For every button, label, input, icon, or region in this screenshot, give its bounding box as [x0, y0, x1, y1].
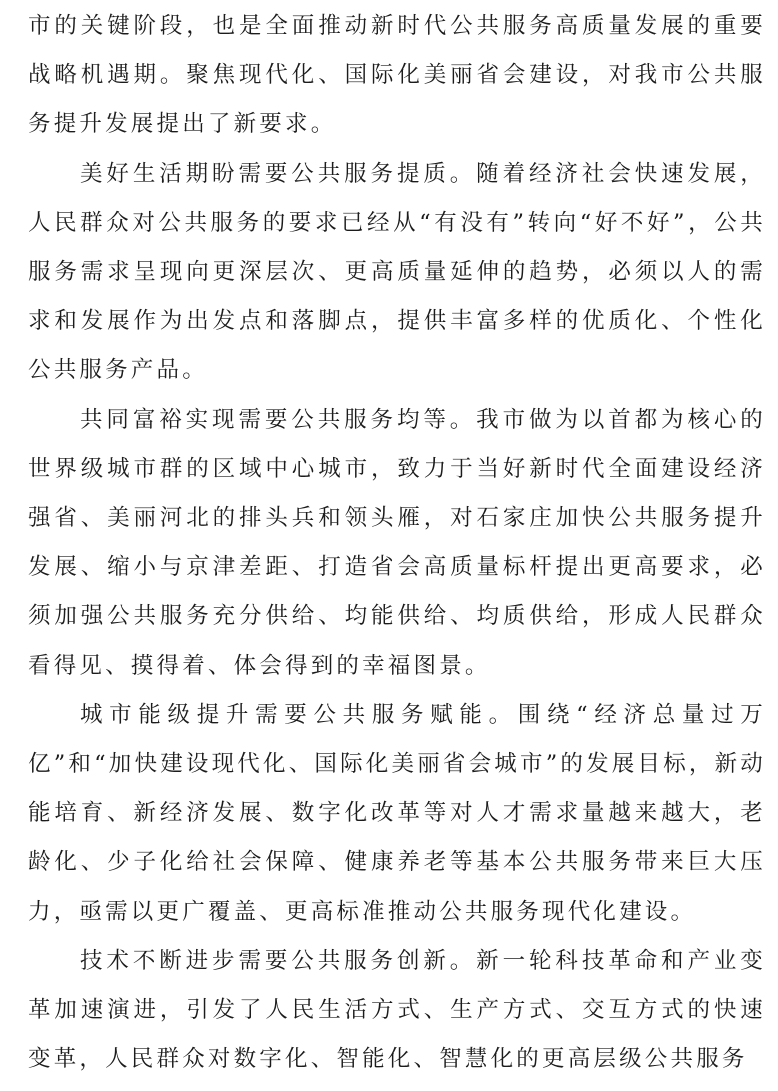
paragraph-technology-innovation: 技术不断进步需要公共服务创新。新一轮科技革命和产业变革加速演进，引发了人民生活方式、生产方式、交互方式的快速变革，人民群众对数字化、智能化、智慧化的更高层级公共服务 [28, 947, 766, 1073]
paragraph-strategic-opportunity: 市的关键阶段，也是全面推动新时代公共服务高质量发展的重要战略机遇期。聚焦现代化、国际化美丽省会建设，对我市公共服务提升发展提出了新要求。 [28, 13, 766, 138]
paragraph-city-capacity: 城市能级提升需要公共服务赋能。围绕“经济总量过万亿”和“加快建设现代化、国际化美丽省会城市”的发展目标，新动能培育、新经济发展、数字化改革等对人才需求量越来越大，老龄化、少子化给社会保障、健康养老等基本公共服务带来巨大压力，亟需以更广覆盖、更高标准推动公共服务现代化建设。 [28, 701, 767, 925]
paragraph-quality-improvement: 美好生活期盼需要公共服务提质。随着经济社会快速发展，人民群众对公共服务的要求已经从“有没有”转向“好不好”，公共服务需求呈现向更深层次、更高质量延伸的趋势，必须以人的需求和发展作为出发点和落脚点，提供丰富多样的优质化、个性化公共服务产品。 [28, 160, 766, 384]
document-body [28, 2, 766, 1084]
paragraph-common-prosperity: 共同富裕实现需要公共服务均等。我市做为以首都为核心的世界级城市群的区域中心城市，致力于当好新时代全面建设经济强省、美丽河北的排头兵和领头雁，对石家庄加快公共服务提升发展、缩小与京津差距、打造省会高质量标杆提出更高要求，必须加强公共服务充分供给、均能供给、均质供给，形成人民群众看得见、摸得着、体会得到的幸福图景。 [28, 406, 766, 679]
